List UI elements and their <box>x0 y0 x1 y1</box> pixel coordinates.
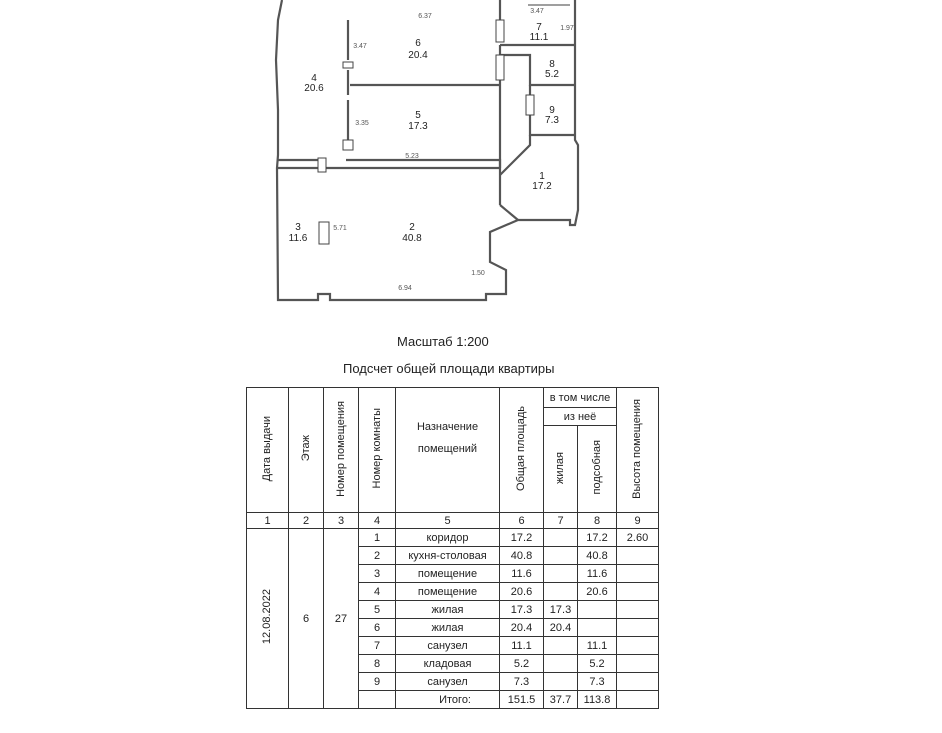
dim-label: 3.47 <box>530 8 544 15</box>
height-cell <box>617 619 659 637</box>
column-number: 4 <box>359 513 396 529</box>
column-number: 1 <box>247 513 289 529</box>
totals-height-cell <box>617 691 659 709</box>
dim-label: 5.23 <box>405 153 419 160</box>
height-cell: 2.60 <box>617 529 659 547</box>
room-area: 7.3 <box>545 115 559 126</box>
room-cell: 6 <box>359 619 396 637</box>
living-cell <box>544 673 578 691</box>
header-including: в том числе <box>544 388 617 408</box>
purpose-cell: кладовая <box>396 655 500 673</box>
column-number: 7 <box>544 513 578 529</box>
total-cell: 7.3 <box>500 673 544 691</box>
total-cell: 17.3 <box>500 601 544 619</box>
wall <box>500 205 518 220</box>
total-cell: 40.8 <box>500 547 544 565</box>
header-floor: Этаж <box>289 388 324 513</box>
table-row <box>247 529 659 547</box>
room-cell: 3 <box>359 565 396 583</box>
door <box>343 62 353 68</box>
column-number: 9 <box>617 513 659 529</box>
total-cell: 11.1 <box>500 637 544 655</box>
aux-cell: 5.2 <box>578 655 617 673</box>
column-number: 6 <box>500 513 544 529</box>
floor-cell: 6 <box>289 529 324 709</box>
purpose-cell: жилая <box>396 601 500 619</box>
room-number: 8 <box>549 59 555 70</box>
room-area: 40.8 <box>402 233 422 244</box>
aux-cell <box>578 601 617 619</box>
height-cell <box>617 601 659 619</box>
area-table <box>246 387 659 709</box>
purpose-cell: санузел <box>396 673 500 691</box>
height-cell <box>617 637 659 655</box>
room-number: 1 <box>539 171 545 182</box>
total-cell: 17.2 <box>500 529 544 547</box>
dim-label: 3.47 <box>353 43 367 50</box>
living-cell: 20.4 <box>544 619 578 637</box>
door <box>496 55 504 80</box>
header-of-it: из неё <box>544 408 617 426</box>
room-number: 9 <box>549 105 555 116</box>
room-area: 17.3 <box>408 121 428 132</box>
living-cell: 17.3 <box>544 601 578 619</box>
dim-label: 1.50 <box>471 270 485 277</box>
height-cell <box>617 583 659 601</box>
room-cell: 2 <box>359 547 396 565</box>
total-cell: 20.6 <box>500 583 544 601</box>
aux-cell: 11.1 <box>578 637 617 655</box>
room-number: 2 <box>409 222 415 233</box>
door <box>496 20 504 42</box>
header-living: жилая <box>544 426 578 513</box>
purpose-cell: помещение <box>396 565 500 583</box>
dim-label: 5.71 <box>333 225 347 232</box>
door <box>343 140 353 150</box>
room-area: 17.2 <box>532 181 552 192</box>
header-premises-no: Номер помещения <box>324 388 359 513</box>
header-purpose <box>396 388 500 513</box>
dim-label: 6.37 <box>418 13 432 20</box>
dim-label: 3.35 <box>355 120 369 127</box>
door <box>526 95 534 115</box>
total-cell: 5.2 <box>500 655 544 673</box>
column-number: 5 <box>396 513 500 529</box>
door <box>318 158 326 172</box>
purpose-cell: кухня-столовая <box>396 547 500 565</box>
purpose-cell: коридор <box>396 529 500 547</box>
scale-label: Масштаб 1:200 <box>397 334 489 349</box>
header-height: Высота помещения <box>617 388 659 513</box>
table-title: Подсчет общей площади квартиры <box>343 361 555 376</box>
room-number: 5 <box>415 110 421 121</box>
total-cell: 20.4 <box>500 619 544 637</box>
purpose-cell: помещение <box>396 583 500 601</box>
header-purpose-line2: помещений <box>417 443 478 455</box>
premises-cell: 27 <box>324 529 359 709</box>
living-cell <box>544 583 578 601</box>
room-area: 20.6 <box>304 83 324 94</box>
header-room-no: Номер комнаты <box>359 388 396 513</box>
living-cell <box>544 637 578 655</box>
aux-cell: 20.6 <box>578 583 617 601</box>
room-area: 5.2 <box>545 69 559 80</box>
wall <box>500 55 575 85</box>
room-area: 11.1 <box>529 32 549 43</box>
room-cell: 9 <box>359 673 396 691</box>
column-number: 2 <box>289 513 324 529</box>
height-cell <box>617 547 659 565</box>
header-purpose-line1: Назначение <box>416 421 479 433</box>
aux-cell: 17.2 <box>578 529 617 547</box>
room-area: 11.6 <box>288 233 308 244</box>
column-number-row <box>247 513 659 529</box>
aux-cell: 40.8 <box>578 547 617 565</box>
living-cell <box>544 547 578 565</box>
room-area: 20.4 <box>408 50 428 61</box>
purpose-cell: жилая <box>396 619 500 637</box>
floor-plan <box>0 0 942 320</box>
living-cell <box>544 565 578 583</box>
aux-cell: 11.6 <box>578 565 617 583</box>
living-cell <box>544 529 578 547</box>
total-cell: 11.6 <box>500 565 544 583</box>
header-auxiliary: подсобная <box>578 426 617 513</box>
totals-total-cell: 151.5 <box>500 691 544 709</box>
totals-living-cell: 37.7 <box>544 691 578 709</box>
aux-cell: 7.3 <box>578 673 617 691</box>
door <box>319 222 329 244</box>
totals-aux-cell: 113.8 <box>578 691 617 709</box>
totals-label: Итого: <box>396 691 500 709</box>
living-cell <box>544 655 578 673</box>
aux-cell <box>578 619 617 637</box>
room-number: 6 <box>415 38 421 49</box>
column-number: 8 <box>578 513 617 529</box>
room-number: 3 <box>295 222 301 233</box>
wall <box>500 135 530 175</box>
totals-blank-cell <box>359 691 396 709</box>
header-total-area: Общая площадь <box>500 388 544 513</box>
room-cell: 8 <box>359 655 396 673</box>
purpose-cell: санузел <box>396 637 500 655</box>
issue-date-cell: 12.08.2022 <box>247 529 289 709</box>
room-cell: 5 <box>359 601 396 619</box>
room-cell: 1 <box>359 529 396 547</box>
height-cell <box>617 655 659 673</box>
room-number: 7 <box>536 22 542 33</box>
height-cell <box>617 565 659 583</box>
header-issue-date: Дата выдачи <box>247 388 289 513</box>
column-number: 3 <box>324 513 359 529</box>
dim-label: 1.97 <box>560 25 574 32</box>
room-cell: 4 <box>359 583 396 601</box>
dim-label: 6.94 <box>398 285 412 292</box>
room-cell: 7 <box>359 637 396 655</box>
height-cell <box>617 673 659 691</box>
wall <box>346 160 500 168</box>
table-header-row <box>247 388 659 408</box>
room-number: 4 <box>311 73 317 84</box>
